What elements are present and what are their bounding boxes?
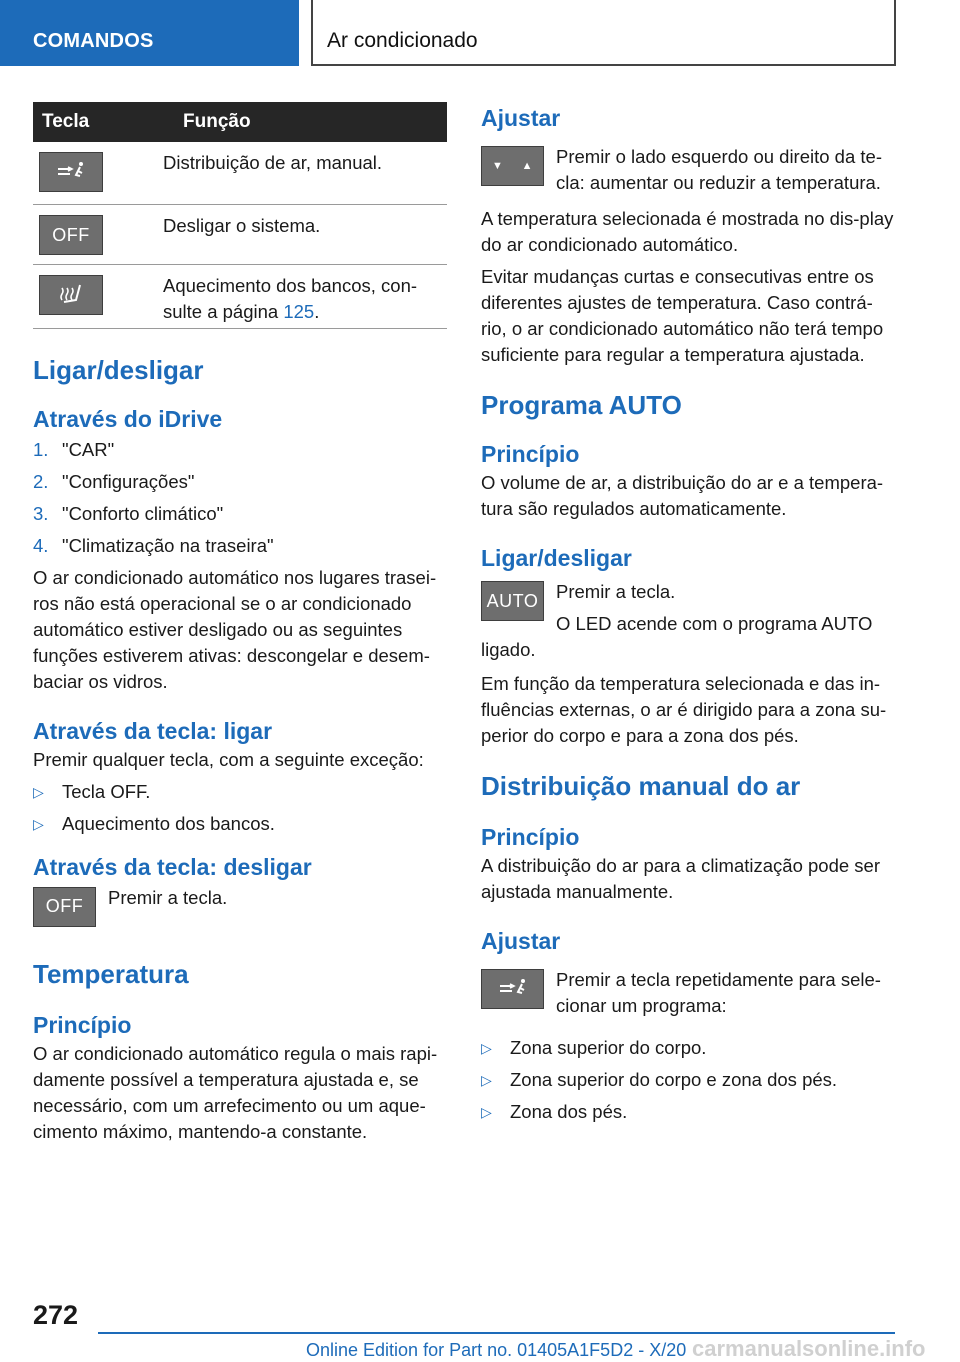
list-item: 1. "CAR": [33, 438, 115, 460]
footer-rule: [98, 1332, 895, 1334]
table-header-key: Tecla: [33, 102, 163, 142]
table-cell-function: Desligar o sistema.: [163, 204, 447, 264]
list-item: ▷ Zona superior do corpo e zona dos pés.: [481, 1067, 895, 1099]
heading-ajustar-manual: Ajustar: [481, 928, 561, 954]
auto-press-text: Premir a tecla.: [556, 581, 676, 602]
table-cell-function: Aquecimento dos bancos, con-sulte a página 125.: [163, 264, 447, 328]
off-key-icon: OFF: [33, 887, 96, 927]
footer-edition: Online Edition for Part no. 01405A1F5D2 - X/20: [306, 1340, 687, 1360]
auto-function-text: Em função da temperatura selecionada e das in-fluências externas, o ar é dirigido para a zona su-perior do corpo e para a zona dos pés.: [481, 673, 887, 746]
manual-ajustar-text: Premir a tecla repetidamente para sele-cionar um programa:: [556, 969, 881, 1016]
heading-ajustar: Ajustar: [481, 105, 561, 131]
table-cell-key: [33, 264, 163, 328]
heading-temperatura: Temperatura: [33, 958, 189, 989]
temperature-key-row: [481, 146, 895, 196]
triangle-bullet-icon: ▷: [33, 783, 44, 800]
table-cell-key: [33, 204, 163, 264]
list-item: ▷ Tecla OFF.: [33, 779, 447, 811]
arrow-up-icon: ▲: [521, 160, 533, 172]
temp-display-text: A temperatura selecionada é mostrada no dis-play do ar condicionado automático.: [481, 208, 894, 255]
heading-tecla-ligar: Através da tecla: ligar: [33, 717, 273, 744]
table-header-function: Função: [163, 102, 447, 142]
temperature-rocker-key-icon: [481, 146, 544, 186]
tecla-desligar-text: Premir a tecla.: [108, 886, 228, 908]
list-item: ▷ Zona superior do corpo.: [481, 1035, 895, 1067]
ajustar-text: Premir o lado esquerdo ou direito da te-cla: aumentar ou reduzir a temperatura.: [556, 146, 882, 193]
heading-principio: Princípio: [33, 1011, 132, 1038]
right-column: [481, 104, 895, 1131]
heading-principio-manual: Princípio: [481, 824, 580, 850]
heading-principio-auto: Princípio: [481, 441, 580, 467]
page-number: 272: [33, 1300, 79, 1330]
temp-changes-text: Evitar mudanças curtas e consecutivas entre os diferentes ajustes de temperatura. Caso contrá-rio, o ar condicionado automático não terá tempo suficiente para regular a temperatura ajustada.: [481, 266, 884, 365]
list-item: 3. "Conforto climático": [33, 502, 224, 524]
air-distribution-key-row: [481, 969, 895, 1019]
auto-key-block: [481, 579, 895, 663]
principio-text: O ar condicionado automático regula o mais rapi-damente possível a temperatura ajustada e, se necessário, com um arrefecimento ou um aque-cimento máximo, mantendo-a constante.: [33, 1042, 438, 1142]
off-key-icon: OFF: [39, 215, 103, 255]
air-distribution-key-icon: [39, 152, 103, 192]
table-row: [33, 142, 447, 204]
key-function-table: [33, 102, 447, 329]
topic-title: Ar condicionado: [327, 29, 478, 52]
list-item: ▷ Zona dos pés.: [481, 1099, 895, 1131]
list-item: 2. "Configurações": [33, 470, 195, 492]
exceptions-list: [33, 779, 447, 843]
heading-ligar-desligar-auto: Ligar/desligar: [481, 545, 632, 571]
auto-key-icon: AUTO: [481, 581, 544, 621]
air-distribution-key-icon: [481, 969, 544, 1009]
heading-ligar-desligar: Ligar/desligar: [33, 354, 204, 385]
section-tab: [0, 0, 299, 66]
heading-programa-auto: Programa AUTO: [481, 390, 682, 420]
idrive-note: O ar condicionado automático nos lugares trasei-ros não está operacional se o ar condicionado automático estiver desligado ou as seguintes funções estiverem ativas: descongelar e desem-baciar os vidros.: [33, 566, 437, 692]
heading-idrive: Através do iDrive: [33, 405, 223, 432]
seat-heating-key-icon: [39, 275, 103, 315]
auto-principio-text: O volume de ar, a distribuição do ar e a tempera-tura são regulados automaticamente.: [481, 472, 884, 519]
triangle-bullet-icon: ▷: [33, 815, 44, 832]
list-item: 4. "Climatização na traseira": [33, 534, 274, 556]
table-row: [33, 204, 447, 264]
tecla-ligar-text: Premir qualquer tecla, com a seguinte exceção:: [33, 748, 424, 770]
heading-tecla-desligar: Através da tecla: desligar: [33, 853, 312, 880]
heading-distribuicao-manual: Distribuição manual do ar: [481, 771, 801, 801]
table-cell-key: [33, 142, 163, 204]
table-cell-function: Distribuição de ar, manual.: [163, 142, 447, 204]
programs-list: [481, 1035, 895, 1131]
table-header-row: [33, 102, 447, 142]
section-title: COMANDOS: [33, 30, 154, 52]
idrive-steps: [33, 437, 447, 565]
triangle-bullet-icon: ▷: [481, 1040, 492, 1056]
list-item: ▷ Aquecimento dos bancos.: [33, 811, 447, 843]
left-column: [33, 102, 447, 1145]
triangle-bullet-icon: ▷: [481, 1104, 492, 1120]
topic-box: [311, 0, 896, 66]
manual-principio-text: A distribuição do ar para a climatização pode ser ajustada manualmente.: [481, 855, 880, 902]
auto-led-text: O LED acende com o programa AUTO ligado.: [481, 613, 873, 660]
off-key-row: [33, 887, 447, 927]
triangle-bullet-icon: ▷: [481, 1072, 492, 1088]
watermark: carmanualsonline.info: [692, 1336, 926, 1361]
table-row: [33, 264, 447, 328]
arrow-down-icon: ▼: [492, 160, 504, 172]
page-link[interactable]: 125: [283, 300, 315, 322]
